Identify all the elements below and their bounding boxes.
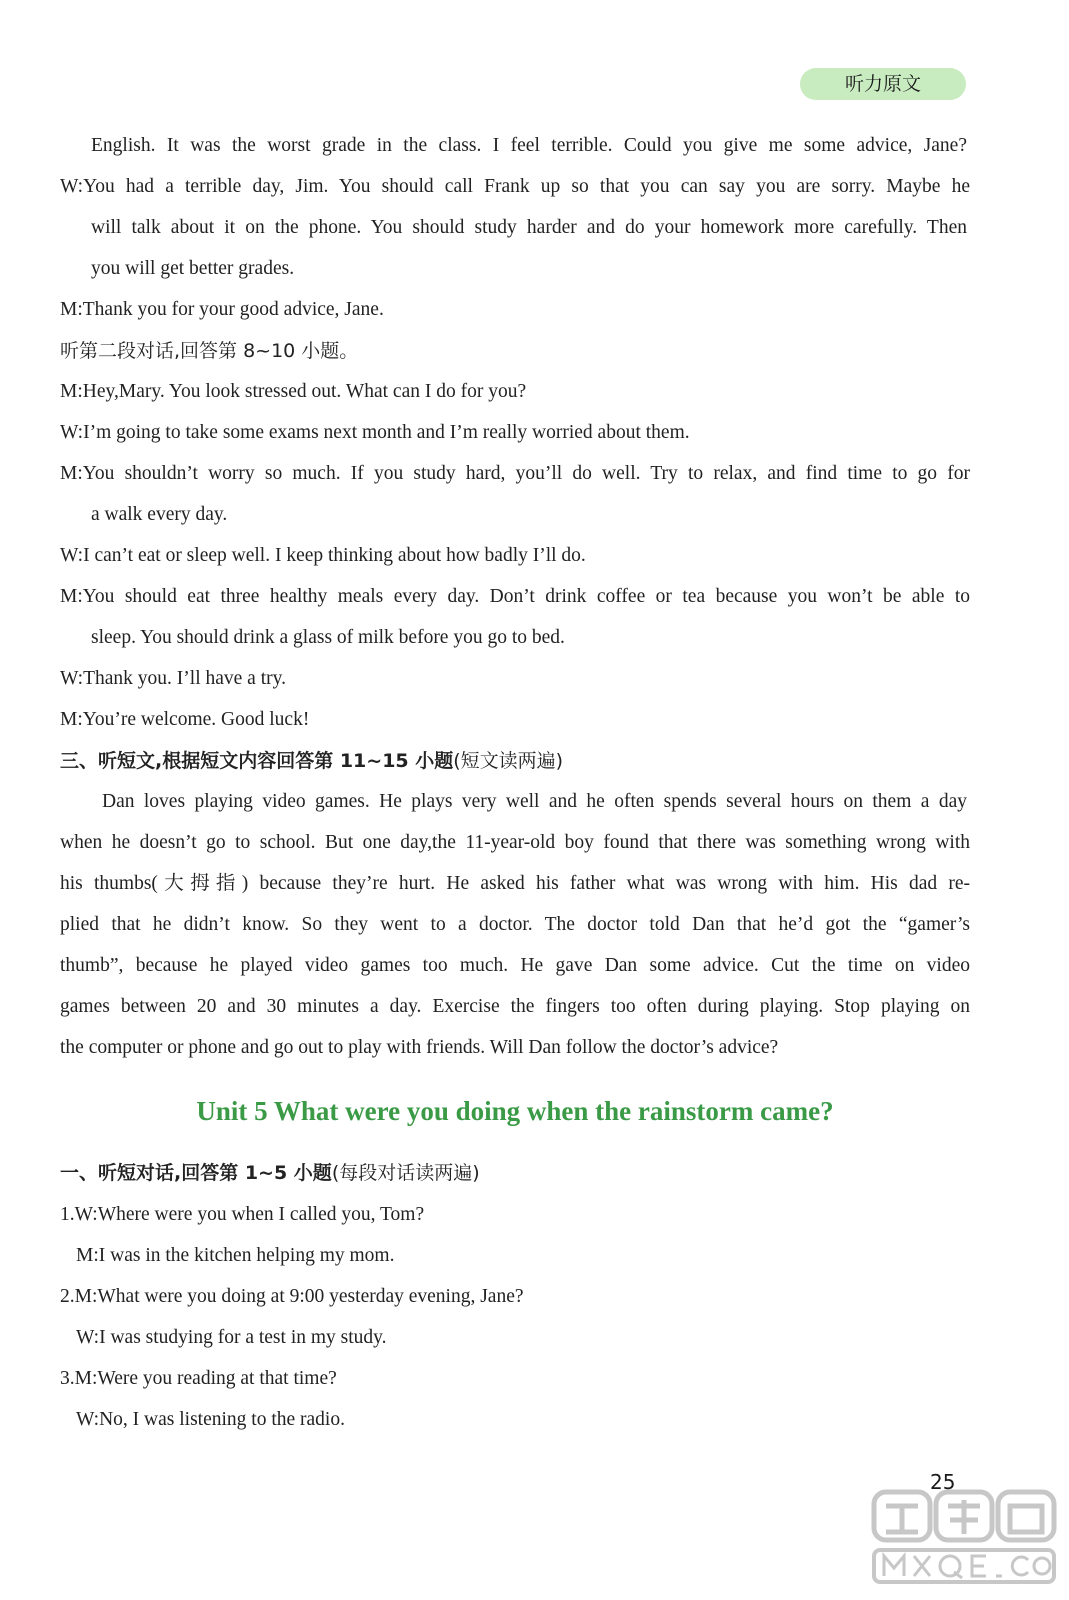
dialog-line: will talk about it on the phone. You should study harder and do your homework more carefully. Then (91, 217, 967, 238)
dialog-line: 3.M:Were you reading at that time? (60, 1368, 337, 1389)
dialog-line: M:Hey,Mary. You look stressed out. What can I do for you? (60, 381, 527, 402)
page-number: 25 (930, 1470, 956, 1494)
dialog-line: M:You should eat three healthy meals every day. Don’t drink coffee or tea because you won’t be able to (60, 586, 970, 607)
section1-heading (60, 1159, 970, 1188)
passage-line: Dan loves playing video games. He plays very well and he often spends several hours on them a day (102, 791, 967, 812)
passage-line: plied that he didn’t know. So they went to a doctor. The doctor told Dan that he’d got the “gamer’s (60, 914, 970, 935)
watermark-glyph (1010, 1506, 1042, 1532)
watermark-url-glyphs (884, 1556, 1050, 1578)
section1-heading-main: 一、听短对话,回答第 1~5 小题 (60, 1162, 332, 1184)
passage-line: the computer or phone and go out to play with friends. Will Dan follow the doctor’s advice? (60, 1037, 779, 1058)
dialog-line: English. It was the worst grade in the class. I feel terrible. Could you give me some advice, Jane? (91, 135, 967, 156)
unit-title: Unit 5 What were you doing when the rainstorm came? (196, 1096, 834, 1126)
passage-line: thumb”, because he played video games too much. He gave Dan some advice. Cut the time on video (60, 955, 970, 976)
dialog-line: sleep. You should drink a glass of milk before you go to bed. (91, 627, 565, 648)
watermark-glyph (948, 1500, 980, 1534)
passage-line: games between 20 and 30 minutes a day. Exercise the fingers too often during playing. Stop playing on (60, 996, 970, 1017)
passage-line: his thumbs(大拇指) because they’re hurt. He asked his father what was wrong with him. His dad re- (60, 873, 970, 894)
dialog-line: M:You shouldn’t worry so much. If you study hard, you’ll do well. Try to relax, and find time to go for (60, 463, 970, 484)
dialog-heading: 听第二段对话,回答第 8~10 小题。 (60, 340, 359, 362)
watermark-logo (868, 1488, 1058, 1588)
dialog-line: W:No, I was listening to the radio. (76, 1409, 345, 1430)
dialog-line: M:I was in the kitchen helping my mom. (76, 1245, 395, 1266)
dialog-line: M:Thank you for your good advice, Jane. (60, 299, 384, 320)
watermark-glyph (886, 1506, 918, 1532)
passage-line: when he doesn’t go to school. But one day,the 11-year-old boy found that there was something wrong with (60, 832, 970, 853)
section-tag: 听力原文 (800, 68, 966, 100)
dialog-line: 1.W:Where were you when I called you, Tom? (60, 1204, 425, 1225)
watermark-url-box (874, 1550, 1054, 1582)
dialog-line: a walk every day. (91, 504, 228, 525)
dialog-line: 2.M:What were you doing at 9:00 yesterday evening, Jane? (60, 1286, 524, 1307)
dialog-line: M:You’re welcome. Good luck! (60, 709, 310, 730)
dialog-line: W:I can’t eat or sleep well. I keep thinking about how badly I’ll do. (60, 545, 586, 566)
dialog-line: you will get better grades. (91, 258, 295, 279)
dialog-line: W:Thank you. I’ll have a try. (60, 668, 286, 689)
dialog-line: W:You had a terrible day, Jim. You should call Frank up so that you can say you are sorry. Maybe he (60, 176, 970, 197)
section1-heading-note: (每段对话读两遍) (331, 1162, 480, 1184)
section3-heading-note: (短文读两遍) (453, 750, 564, 772)
section3-heading (60, 747, 970, 776)
dialog-line: W:I’m going to take some exams next month and I’m really worried about them. (60, 422, 690, 443)
dialog-line: W:I was studying for a test in my study. (76, 1327, 387, 1348)
section3-heading-main: 三、听短文,根据短文内容回答第 11~15 小题 (60, 750, 454, 772)
